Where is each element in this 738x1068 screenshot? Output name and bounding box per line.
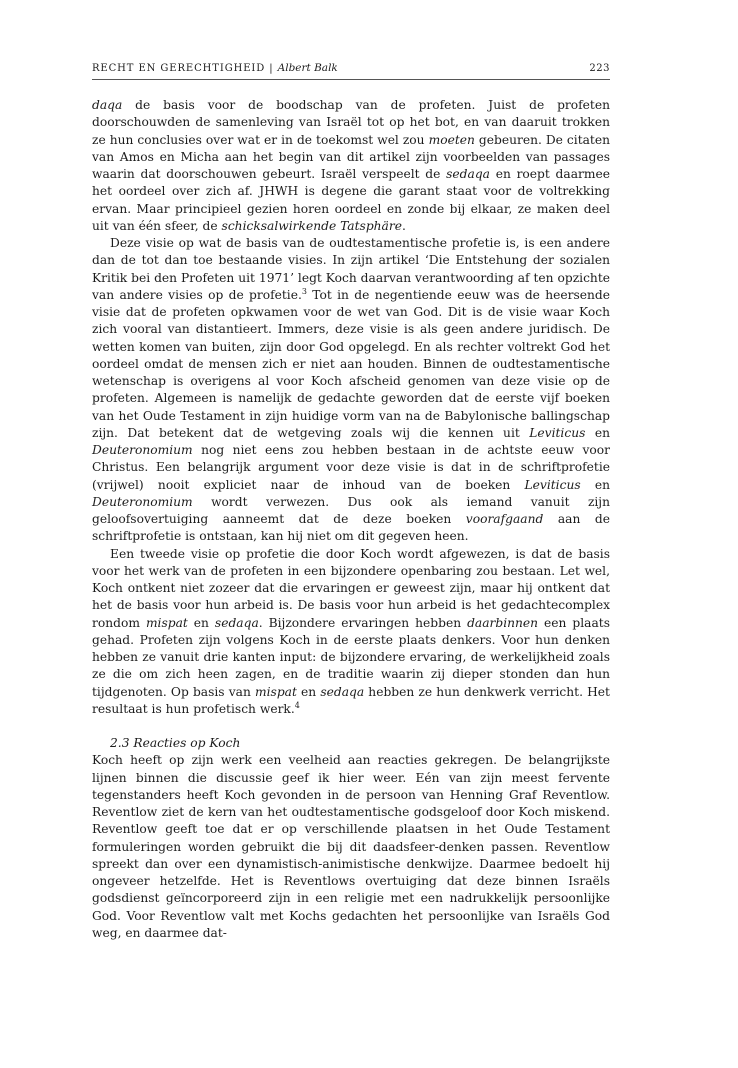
- italic-term: Leviticus: [524, 477, 581, 492]
- paragraph-3: [92, 546, 610, 719]
- paragraph-2: [92, 235, 610, 546]
- running-title: RECHT EN GERECHTIGHEID: [92, 63, 266, 74]
- running-title-group: [92, 62, 338, 74]
- text-run: Tot in de negentiende eeuw was de heersende visie dat de profeten opkwamen voor de wet van God. Dit is de visie waar Koch zich vooral van distantieert. Immers, deze visie is als geen andere juridisch. De wetten komen van buiten, zijn door God opgelegd. En als rechter voltrekt God het oordeel omdat de mensen zich er niet aan houden. Binnen de oudtestamentische wetenschap is overigens al voor Koch afscheid genomen van deze visie op de profeten. Algemeen is namelijk de gedachte geworden dat de eerste vijf boeken van het Oude Testament in zijn huidige vorm van na de Babylonische ballingschap zijn. Dat betekent dat de wetgeving zoals wij die kennen uit: [92, 287, 610, 440]
- italic-term: Deuteronomium: [92, 443, 193, 457]
- book-page: [92, 62, 610, 942]
- text-run: hebben ze hun denkwerk verricht. Het resultaat is hun profetisch werk.: [92, 684, 610, 716]
- italic-term: sedaqa: [446, 167, 490, 181]
- text-run: aan de schriftprofetie is ontstaan, kan hij niet om dit gegeven heen.: [92, 512, 610, 544]
- body-text: [92, 97, 610, 942]
- text-run: de basis voor de boodschap van de profeten. Juist de profeten doorschouwden de samenleving van Israël tot op het bot, en van daaruit trokken ze hun conclusies over wat er in de toekomst wel zou: [92, 98, 610, 147]
- italic-term: Deuteronomium: [92, 494, 193, 509]
- page-number: 223: [589, 63, 610, 74]
- italic-term: schicksalwirkende Tatsphäre: [221, 218, 402, 233]
- header-separator: |: [269, 63, 274, 74]
- italic-term: moeten: [428, 132, 475, 147]
- italic-term: daqa: [92, 98, 123, 112]
- footnote-ref: 4: [294, 700, 300, 710]
- section-heading: 2.3 Reacties op Koch: [110, 736, 241, 750]
- text-run: en: [585, 425, 610, 440]
- section-paragraph: Koch heeft op zijn werk een veelheid aan reacties gekregen. De belangrijkste lijnen binnen die discussie geef ik hier weer. Eén van zijn meest fervente tegenstanders heeft Koch gevonden in de persoon van Henning Graf Reventlow. Reventlow ziet de kern van het oudtestamentische godsgeloof door Koch miskend. Reventlow geeft toe dat er op verschillende plaatsen in het Oude Testament formuleringen worden gebruikt die bij dit daadsfeer-denken passen. Reventlow spreekt dan over een dynamistisch-animistische denkwijze. Daarmee bedoelt hij ongeveer hetzelfde. Het is Reventlows overtuiging dat deze binnen Israëls godsdienst geïncorporeerd zijn in een religie met een nadrukkelijk persoonlijke God. Voor Reventlow valt met Kochs gedachten het persoonlijke van Israëls God weg, en daarmee dat-: [92, 753, 610, 940]
- italic-term: voorafgaand: [465, 512, 544, 526]
- text-run: gebeuren. De citaten van Amos en Micha aan het begin van dit artikel zijn voorbeelden van passages waarin dat doorschouwen gebeurt. Israël verspeelt de: [92, 132, 610, 181]
- italic-term: sedaqa: [320, 684, 365, 699]
- text-run: en: [580, 477, 610, 492]
- text-run: een plaats gehad. Profeten zijn volgens Koch in de eerste plaats denkers. Voor hun denken hebben ze vanuit drie kanten input: de bijzondere ervaring, de werkelijkheid zoals ze die om zich heen zagen, en de traditie waarin zij dieper stonden dan hun tijdgenoten. Op basis van: [92, 615, 610, 699]
- author-name: Albert Balk: [277, 62, 338, 74]
- text-run: . Bijzondere ervaringen hebben: [258, 615, 468, 630]
- text-run: .: [401, 218, 406, 233]
- text-run: wordt verwezen. Dus ook als iemand vanuit zijn geloofsovertuiging aanneemt dat de deze boeken: [92, 494, 610, 526]
- text-run: Een tweede visie op profetie die door Koch wordt afgewezen, is dat de basis voor het werk van de profeten in een bijzondere openbaring zou bestaan. Let wel, Koch ontkent niet zozeer dat die ervaringen er geweest zijn, maar hij ontkent dat het de basis voor hun arbeid is. De basis voor hun arbeid is het gedachtecomplex rondom: [92, 546, 610, 630]
- italic-term: mispat: [255, 684, 297, 699]
- italic-term: Leviticus: [529, 425, 586, 440]
- text-run: en: [187, 615, 215, 630]
- paragraph-1: [92, 97, 610, 235]
- text-run: en: [296, 684, 321, 699]
- text-run: nog niet eens zou hebben bestaan in de achtste eeuw voor Christus. Een belangrijk argument voor deze visie is dat in de schriftprofetie (vrijwel) nooit expliciet naar de inhoud van de boeken: [92, 443, 610, 492]
- text-run: en roept daarmee het oordeel over zich af. JHWH is degene die garant staat voor de voltrekking ervan. Maar principieel gezien horen oordeel en zonde bij elkaar, ze maken deel uit van één sfeer, de: [92, 167, 610, 233]
- italic-term: sedaqa: [214, 615, 259, 630]
- italic-term: mispat: [145, 615, 188, 630]
- footnote-ref: 3: [301, 286, 307, 296]
- italic-term: daarbinnen: [467, 615, 539, 630]
- text-run: Deze visie op wat de basis van de oudtestamentische profetie is, is een andere dan de tot dan toe bestaande visies. In zijn artikel ‘Die Entstehung der sozialen Kritik bei den Profeten uit 1971’ legt Koch daarvan verantwoording af ten opzichte van andere visies op de profetie.: [92, 236, 610, 302]
- running-header: [92, 62, 610, 80]
